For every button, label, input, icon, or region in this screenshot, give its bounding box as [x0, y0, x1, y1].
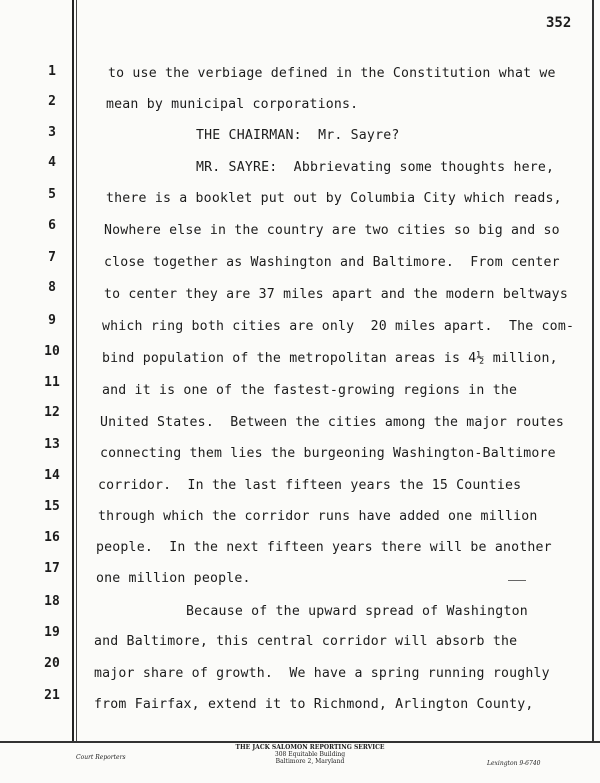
page-number: 352 [546, 15, 572, 31]
line-number: 7 [48, 250, 56, 265]
line-number: 13 [44, 437, 60, 452]
transcript-line: THE CHAIRMAN: Mr. Sayre? [196, 128, 400, 143]
line-number: 5 [48, 187, 56, 202]
footer-address-line: Baltimore 2, Maryland [275, 758, 345, 765]
transcript-line: corridor. In the last fifteen years the 15 Counties [98, 478, 522, 493]
line-number: 11 [44, 375, 60, 390]
transcript-line: mean by municipal corporations. [106, 97, 359, 112]
transcript-line: to use the verbiage defined in the Constitution what we [108, 66, 556, 81]
transcript-line: and it is one of the fastest-growing regions in the [102, 383, 518, 398]
footer-address-line: 308 Equitable Building [274, 751, 346, 758]
transcript-line: one million people. [96, 571, 251, 586]
transcript-line: through which the corridor runs have added one million [98, 509, 538, 524]
footer-phone: Lexington 9-6740 [487, 760, 541, 767]
line-number: 15 [44, 499, 60, 514]
transcript-line: bind population of the metropolitan areas is 4½ million, [102, 351, 558, 366]
transcript-line: close together as Washington and Baltimore. From center [104, 255, 560, 270]
line-number: 1 [48, 64, 56, 79]
line-number: 8 [48, 280, 56, 295]
line-number: 16 [44, 530, 60, 545]
line-number: 3 [48, 125, 56, 140]
transcript-line: Because of the upward spread of Washington [186, 604, 528, 619]
transcript-line: major share of growth. We have a spring running roughly [94, 666, 550, 681]
line-number: 18 [44, 594, 60, 609]
footer-left-text: Court Reporters [76, 754, 126, 761]
transcript-line: which ring both cities are only 20 miles apart. The com- [102, 319, 575, 334]
line-number: 10 [44, 344, 60, 359]
line-number: 20 [44, 656, 60, 671]
line-number: 2 [48, 94, 56, 109]
line-number: 17 [44, 561, 60, 576]
line-number: 9 [48, 313, 56, 328]
transcript-line: United States. Between the cities among the major routes [100, 415, 564, 430]
line-number: 6 [48, 218, 56, 233]
line-number: 12 [44, 405, 60, 420]
line-number: 21 [44, 688, 60, 703]
left-margin-rule-inner [76, 0, 77, 742]
transcript-line: to center they are 37 miles apart and the modern beltways [104, 287, 568, 302]
transcript-line: Nowhere else in the country are two cities so big and so [104, 223, 560, 238]
line-number: 4 [48, 155, 56, 170]
page-footer [0, 742, 600, 783]
left-margin-rule [72, 0, 74, 742]
stray-mark [508, 580, 526, 581]
transcript-line: MR. SAYRE: Abbrievating some thoughts here, [196, 160, 555, 175]
transcript-line: from Fairfax, extend it to Richmond, Arlington County, [94, 697, 534, 712]
right-margin-rule [592, 0, 594, 742]
line-number: 19 [44, 625, 60, 640]
footer-reporting-service: THE JACK SALOMON REPORTING SERVICE [235, 744, 385, 751]
transcript-line: there is a booklet put out by Columbia City which reads, [106, 191, 562, 206]
transcript-line: and Baltimore, this central corridor will absorb the [94, 634, 518, 649]
line-number: 14 [44, 468, 60, 483]
transcript-line: people. In the next fifteen years there will be another [96, 540, 552, 555]
transcript-line: connecting them lies the burgeoning Washington-Baltimore [100, 446, 556, 461]
